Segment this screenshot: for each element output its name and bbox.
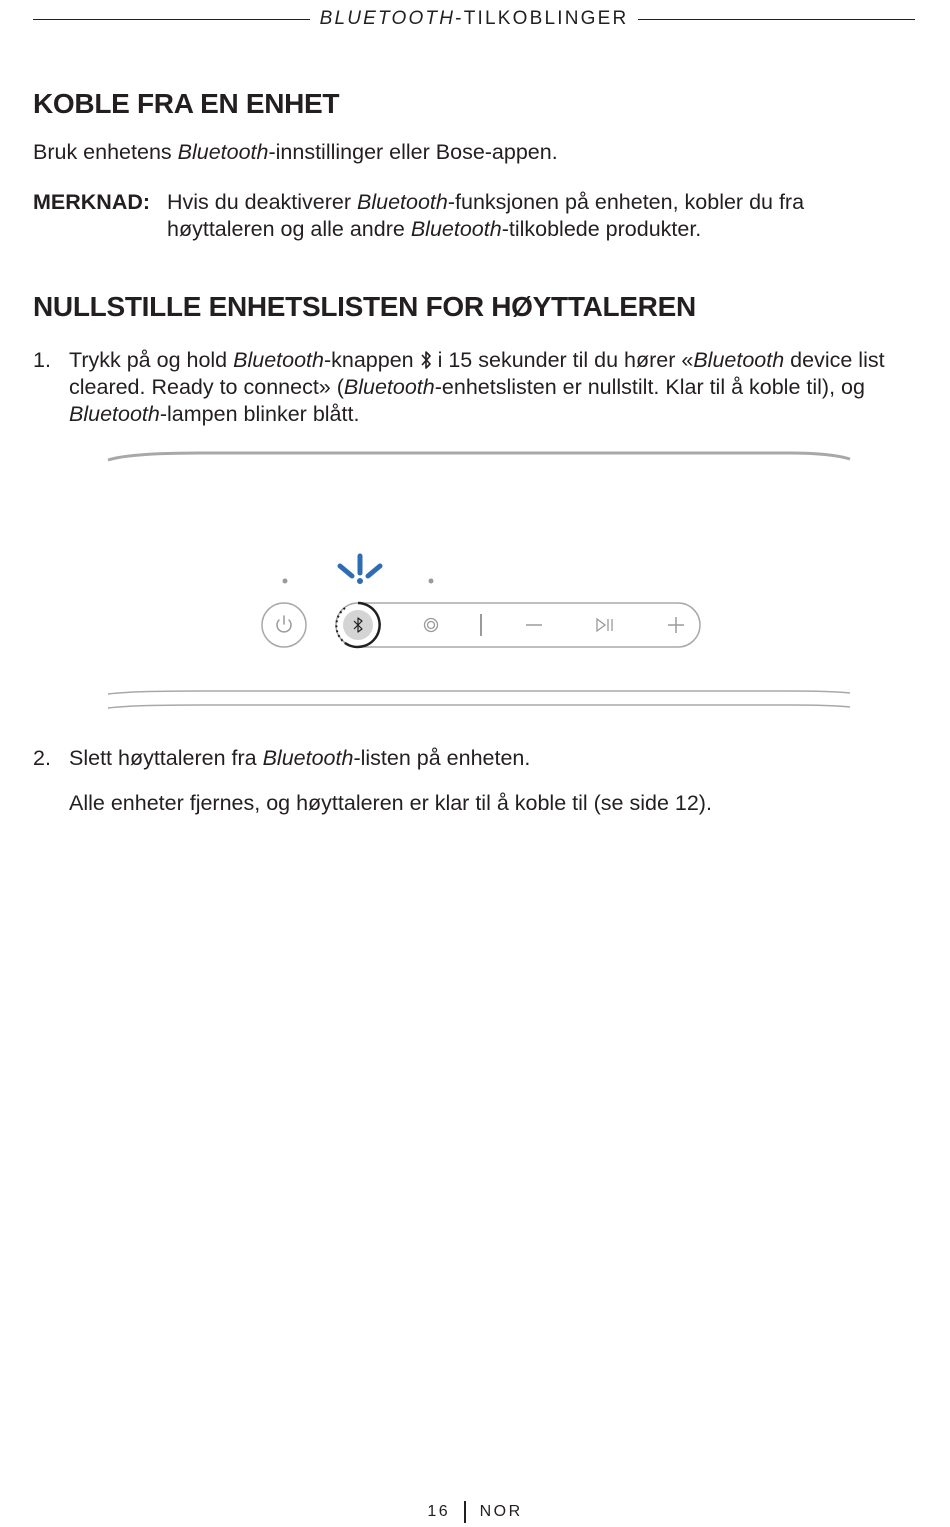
speaker-top-edge — [108, 453, 850, 460]
disconnect-paragraph — [33, 139, 558, 166]
step-number-2: 2. — [33, 746, 51, 770]
text-span: Slett høyttaleren fra — [69, 746, 263, 770]
header-title — [310, 8, 639, 30]
section-heading-disconnect: KOBLE FRA EN ENHET — [33, 88, 340, 119]
step-1-text — [69, 347, 919, 428]
italic-span: Bluetooth — [177, 140, 269, 164]
header-rule-right — [638, 19, 915, 20]
text-span: Bruk enhetens — [33, 140, 178, 164]
header-title-rest: -TILKOBLINGER — [455, 8, 629, 29]
status-light-right — [429, 579, 434, 584]
text-span: device list cleared. Ready to connect» ( — [69, 348, 885, 399]
speaker-control-panel-illustration — [100, 440, 860, 720]
italic-span: Bluetooth — [357, 190, 448, 214]
bluetooth-light-blinking — [340, 556, 380, 576]
page-footer — [0, 1497, 950, 1527]
text-span: -knappen — [323, 348, 420, 372]
text-span: Hvis du deaktiverer — [167, 190, 357, 214]
text-span: -innstillinger eller Bose-appen. — [268, 140, 558, 164]
text-span: -funksjonen på enheten, kobler du fra høyttaleren og alle andre — [167, 190, 805, 241]
language-code: NOR — [479, 1503, 523, 1520]
bluetooth-icon — [420, 350, 432, 370]
power-button — [262, 603, 306, 647]
footer-separator — [464, 1501, 466, 1523]
italic-span: Bluetooth — [410, 217, 502, 241]
italic-span: Bluetooth — [233, 348, 324, 372]
text-span: i 15 sekunder til du hører « — [431, 348, 694, 372]
italic-span: Bluetooth — [343, 375, 435, 399]
italic-span: Bluetooth — [69, 402, 160, 426]
status-light-left — [283, 579, 288, 584]
text-span: -tilkoblede produkter. — [501, 217, 702, 241]
header-rule-left — [33, 19, 310, 20]
control-bar — [336, 603, 700, 647]
text-span: -listen på enheten. — [353, 746, 531, 770]
page-number: 16 — [427, 1503, 451, 1520]
header-title-italic: BLUETOOTH — [319, 8, 456, 29]
section-heading-reset-list: NULLSTILLE ENHETSLISTEN FOR HØYTTALEREN — [33, 291, 696, 322]
text-span: -enhetslisten er nullstilt. Klar til å koble til), og — [434, 375, 865, 399]
note-text — [167, 189, 907, 243]
step-2-followup: Alle enheter fjernes, og høyttaleren er klar til å koble til (se side 12). — [69, 791, 712, 815]
italic-span: Bluetooth — [262, 746, 354, 770]
italic-span: Bluetooth — [693, 348, 785, 372]
page-header — [33, 6, 915, 32]
text-span: -lampen blinker blått. — [159, 402, 360, 426]
text-span: Trykk på og hold — [69, 348, 234, 372]
speaker-bottom-edge-2 — [108, 705, 850, 708]
speaker-bottom-edge-1 — [108, 691, 850, 694]
step-2-text — [69, 745, 530, 772]
note-label: MERKNAD: — [33, 190, 151, 214]
step-number-1: 1. — [33, 348, 51, 372]
